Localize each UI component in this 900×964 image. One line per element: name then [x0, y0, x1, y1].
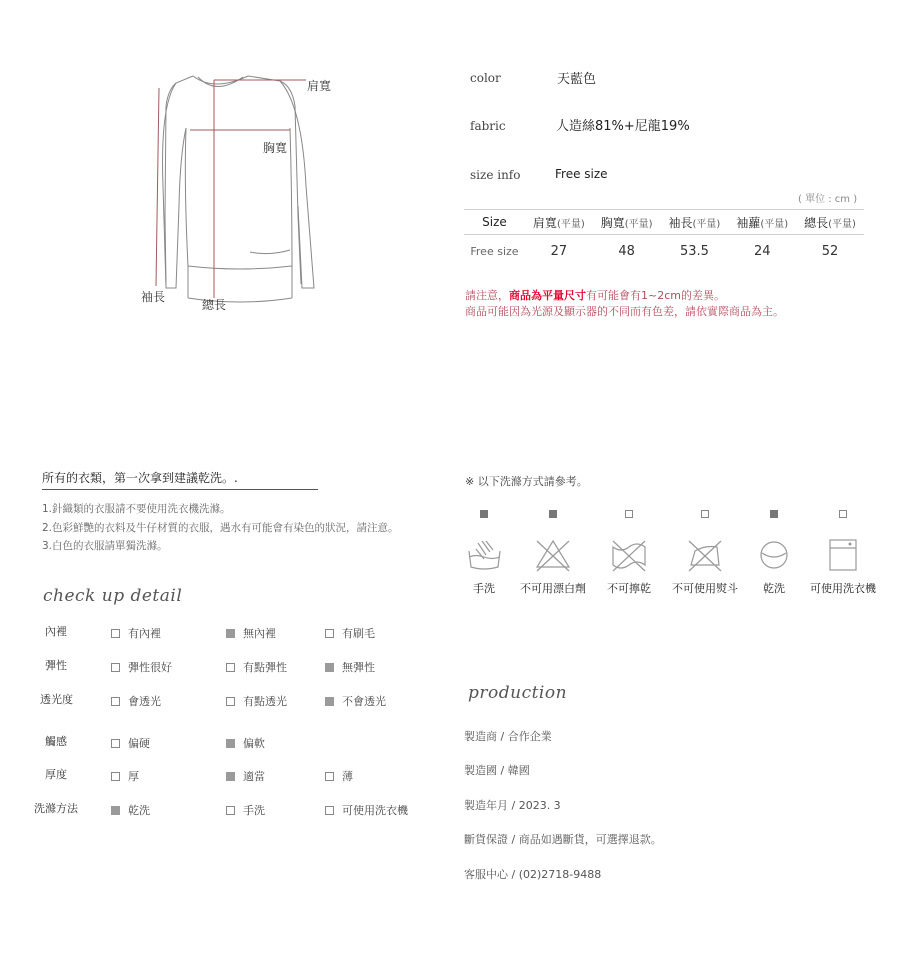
length-cell: 52 [821, 243, 839, 259]
notice-line-1: 請注意，商品為平量尺寸有可能會有1~2cm的差異。 [465, 289, 725, 302]
detail-option-label: 適當 [243, 770, 265, 783]
unchecked-box-icon [111, 629, 120, 638]
care-item: 3.白色的衣服請單獨洗滌。 [42, 540, 168, 552]
detail-option [325, 625, 375, 641]
unchecked-box-icon [839, 510, 847, 518]
detail-option-label: 可使用洗衣機 [342, 804, 408, 817]
care-title: 所有的衣類，第一次拿到建議乾洗。. [42, 469, 318, 490]
unit-note: ( 單位 : cm ) [798, 194, 858, 205]
detail-option [226, 625, 276, 641]
unchecked-box-icon [111, 772, 120, 781]
washing-machine-icon [825, 537, 861, 577]
detail-option-label: 偏軟 [243, 737, 265, 750]
detail-option-label: 彈性很好 [128, 661, 172, 674]
detail-option [111, 659, 172, 675]
detail-option-label: 有刷毛 [342, 627, 375, 640]
detail-heading: check up detail [43, 586, 183, 606]
detail-option-label: 乾洗 [128, 804, 150, 817]
size-table [464, 209, 864, 267]
unchecked-box-icon [226, 697, 235, 706]
detail-row-label: 觸感 [45, 735, 67, 748]
detail-row-label: 內裡 [45, 625, 67, 638]
shoulder-label: 肩寬 [307, 79, 332, 93]
detail-option [325, 802, 408, 818]
detail-option-label: 手洗 [243, 804, 265, 817]
size-cell: Free size [470, 244, 519, 258]
unchecked-box-icon [701, 510, 709, 518]
no-iron-icon [687, 537, 723, 577]
shoulder-cell: 27 [550, 243, 568, 259]
detail-option [325, 693, 386, 709]
wash-method-label: 不可擰乾 [607, 582, 651, 595]
detail-option-label: 有點透光 [243, 695, 287, 708]
service-line: 客服中心 / (02)2718-9488 [464, 867, 602, 881]
size-header: Size [464, 210, 525, 235]
fabric-value: 人造絲81%+尼龍19% [556, 119, 690, 134]
size-table-header [464, 210, 864, 235]
unchecked-box-icon [226, 663, 235, 672]
detail-row-label: 洗滌方法 [34, 802, 78, 815]
detail-option [111, 625, 161, 641]
wash-method-label: 可使用洗衣機 [810, 582, 876, 595]
notice-line-2: 商品可能因為光源及顯示器的不同而有色差，請依實際商品為主。 [465, 305, 784, 318]
detail-option [226, 802, 265, 818]
production-list [464, 728, 662, 900]
detail-option [226, 768, 265, 784]
detail-option [325, 768, 353, 784]
length-header: 總長(平量) [796, 210, 864, 235]
care-list [42, 500, 399, 556]
detail-option-label: 薄 [342, 770, 353, 783]
detail-option [111, 735, 150, 751]
checked-box-icon [226, 629, 235, 638]
detail-option-label: 有內裡 [128, 627, 161, 640]
unchecked-box-icon [625, 510, 633, 518]
table-row [464, 235, 864, 268]
cuff-cell: 24 [753, 243, 771, 259]
chest-label: 胸寬 [263, 141, 288, 155]
wash-method-label: 不可使用熨斗 [672, 582, 738, 595]
detail-option-label: 偏硬 [128, 737, 150, 750]
country-line: 製造國 / 韓國 [464, 764, 530, 778]
detail-option-label: 無彈性 [342, 661, 375, 674]
size-info-value: Free size [555, 167, 608, 181]
checked-box-icon [325, 697, 334, 706]
detail-row-label: 彈性 [45, 659, 67, 672]
detail-option-label: 不會透光 [342, 695, 386, 708]
hand-wash-icon [466, 537, 502, 577]
detail-row-label: 透光度 [40, 693, 73, 706]
detail-option [111, 802, 150, 818]
detail-option-label: 厚 [128, 770, 139, 783]
sleeve-header: 袖長(平量) [661, 210, 729, 235]
detail-option-label: 會透光 [128, 695, 161, 708]
no-bleach-icon [535, 537, 571, 577]
no-wring-icon [611, 537, 647, 577]
date-line: 製造年月 / 2023. 3 [464, 798, 561, 812]
wash-method-label: 手洗 [473, 582, 495, 595]
checked-box-icon [226, 739, 235, 748]
checked-box-icon [111, 806, 120, 815]
fabric-key: fabric [470, 119, 506, 133]
detail-option [111, 768, 139, 784]
checked-box-icon [480, 510, 488, 518]
size-info-key: size info [470, 168, 521, 182]
production-heading: production [468, 683, 568, 703]
checked-box-icon [325, 663, 334, 672]
care-item: 1.針織類的衣服請不要使用洗衣機洗滌。 [42, 503, 231, 515]
sleeve-label: 袖長 [141, 290, 166, 304]
shoulder-header: 肩寬(平量) [525, 210, 593, 235]
detail-option [111, 693, 161, 709]
wash-method-label: 乾洗 [763, 582, 785, 595]
wash-note: ※ 以下洗滌方式請參考。 [465, 475, 588, 488]
unchecked-box-icon [111, 697, 120, 706]
cuff-header: 袖蘿(平量) [728, 210, 796, 235]
checked-box-icon [549, 510, 557, 518]
size-notice [465, 288, 784, 320]
color-value: 天藍色 [557, 72, 597, 87]
unchecked-box-icon [111, 663, 120, 672]
detail-option-label: 有點彈性 [243, 661, 287, 674]
length-label: 總長 [202, 298, 227, 312]
sleeve-cell: 53.5 [679, 243, 709, 259]
checked-box-icon [770, 510, 778, 518]
manufacturer-line: 製造商 / 合作企業 [464, 730, 552, 743]
unchecked-box-icon [226, 806, 235, 815]
unchecked-box-icon [325, 806, 334, 815]
detail-option [226, 735, 265, 751]
detail-row-label: 厚度 [45, 768, 67, 781]
chest-header: 胸寬(平量) [593, 210, 661, 235]
checked-box-icon [226, 772, 235, 781]
detail-option [325, 659, 375, 675]
detail-option-label: 無內裡 [243, 627, 276, 640]
unchecked-box-icon [325, 772, 334, 781]
color-key: color [470, 71, 501, 85]
guarantee-line: 斷貨保證 / 商品如遇斷貨，可選擇退款。 [464, 833, 662, 847]
unchecked-box-icon [111, 739, 120, 748]
dry-clean-icon [756, 537, 792, 577]
unchecked-box-icon [325, 629, 334, 638]
detail-option [226, 659, 287, 675]
detail-option [226, 693, 287, 709]
wash-method-label: 不可用漂白劑 [520, 582, 586, 595]
chest-cell: 48 [618, 243, 635, 259]
care-item: 2.色彩鮮艷的衣料及牛仔材質的衣服，遇水有可能會有染色的狀況，請注意。 [42, 521, 399, 534]
garment-diagram [130, 66, 340, 316]
